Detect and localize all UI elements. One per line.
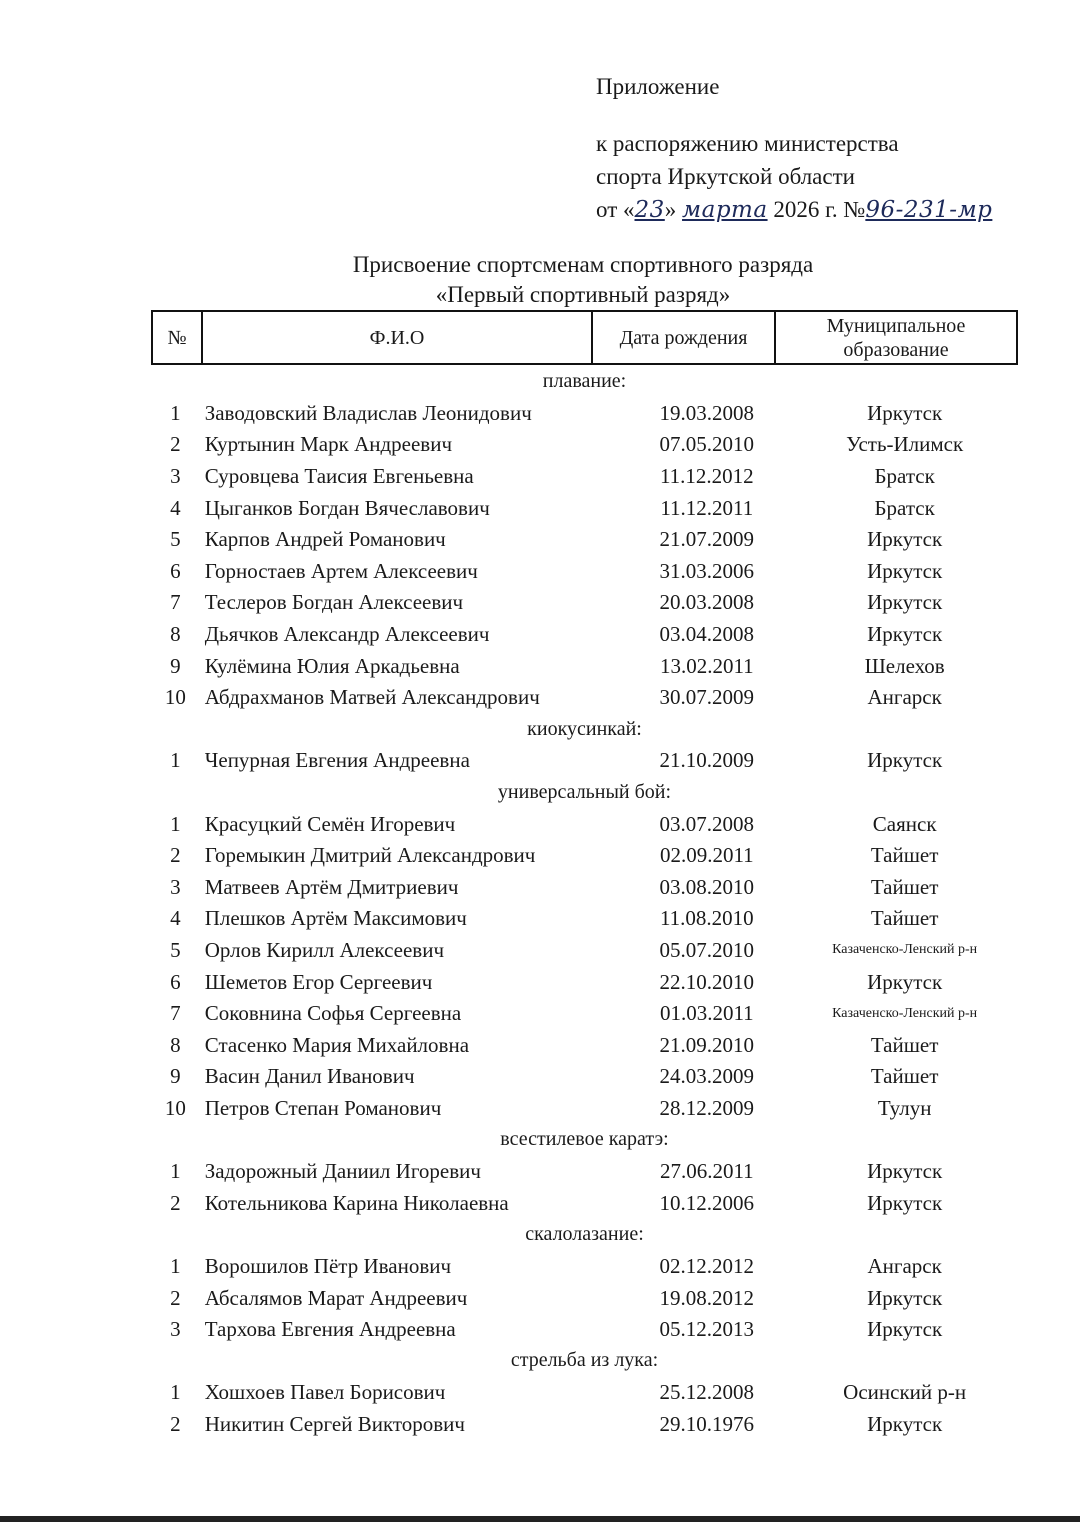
table-row [151, 1251, 1018, 1283]
row-number: 2 [170, 432, 181, 457]
sport-section-heading: всестилевое каратэ: [500, 1128, 669, 1151]
table-row [151, 492, 1018, 524]
athlete-name: Плешков Артём Максимович [204, 906, 467, 931]
birth-date: 11.12.2011 [660, 495, 754, 520]
municipality: Иркутск [867, 558, 943, 583]
athlete-name: Тархова Евгения Андреевна [204, 1317, 456, 1342]
header-municipality: Муниципальное образование [775, 311, 1017, 364]
sport-section-heading: плавание: [542, 370, 627, 392]
athlete-list [151, 366, 1018, 1440]
municipality: Тулун [877, 1095, 932, 1120]
table-row [151, 998, 1018, 1030]
row-number: 1 [170, 1253, 181, 1278]
birth-date: 02.12.2012 [659, 1253, 755, 1278]
birth-date: 28.12.2009 [659, 1095, 755, 1120]
athlete-name: Ворошилов Пётр Иванович [204, 1253, 452, 1278]
row-number: 1 [170, 748, 181, 773]
table-row [151, 966, 1018, 998]
table-header [151, 310, 1018, 365]
table-row [151, 429, 1018, 461]
municipality: Усть-Илимск [846, 432, 964, 457]
municipality: Саянск [872, 811, 937, 836]
handwritten-month: марта [682, 197, 768, 223]
table-row [151, 398, 1018, 430]
athlete-name: Задорожный Даниил Игоревич [204, 1159, 481, 1184]
municipality: Казаченско-Ленский р-н [832, 942, 978, 958]
table-row [151, 650, 1018, 682]
header-name: Ф.И.О [202, 311, 592, 364]
table-row [151, 1029, 1018, 1061]
row-number: 4 [170, 495, 181, 520]
birth-date: 19.08.2012 [659, 1285, 755, 1310]
athlete-name: Котельникова Карина Николаевна [204, 1190, 509, 1215]
table-row [151, 808, 1018, 840]
order-line-1: к распоряжению министерства [596, 131, 899, 156]
birth-date: 13.02.2011 [659, 653, 754, 678]
row-number: 1 [170, 811, 181, 836]
birth-date: 25.12.2008 [659, 1380, 755, 1405]
athlete-name: Красуцкий Семён Игоревич [204, 811, 456, 836]
table-row [151, 1314, 1018, 1346]
athlete-name: Орлов Кирилл Алексеевич [204, 937, 445, 962]
row-number: 6 [170, 558, 181, 583]
athlete-name: Васин Данил Иванович [204, 1064, 415, 1089]
sport-section-heading: универсальный бой: [497, 780, 672, 803]
athlete-name: Хошхоев Павел Борисович [204, 1380, 446, 1405]
athlete-name: Теслеров Богдан Алексеевич [204, 590, 464, 615]
municipality: Тайшет [870, 1064, 939, 1089]
row-number: 3 [170, 1317, 181, 1342]
row-number: 9 [170, 653, 181, 678]
municipality: Иркутск [867, 527, 943, 552]
table-row [151, 903, 1018, 935]
municipality: Тайшет [870, 906, 939, 931]
birth-date: 22.10.2010 [659, 969, 755, 994]
row-number: 3 [170, 464, 181, 489]
athlete-name: Суровцева Таисия Евгеньевна [204, 464, 474, 489]
row-number: 1 [170, 1380, 181, 1405]
birth-date: 21.07.2009 [659, 527, 755, 552]
handwritten-order-number: 96-231-мр [865, 197, 993, 223]
row-number: 8 [170, 1032, 181, 1057]
sport-section-heading: киокусинкай: [527, 717, 642, 740]
sport-section-heading: скалолазание: [525, 1223, 644, 1246]
row-number: 8 [170, 622, 181, 647]
table-row [151, 587, 1018, 619]
municipality: Иркутск [867, 1411, 943, 1436]
row-number: 2 [170, 843, 181, 868]
row-number: 1 [170, 1159, 181, 1184]
municipality: Иркутск [867, 1190, 943, 1215]
municipality: Иркутск [867, 748, 943, 773]
athlete-name: Чепурная Евгения Андреевна [204, 748, 470, 773]
table-row [151, 840, 1018, 872]
municipality: Иркутск [867, 969, 943, 994]
birth-date: 21.10.2009 [659, 748, 755, 773]
birth-date: 05.07.2010 [659, 937, 755, 962]
athlete-name: Абсалямов Марат Андреевич [204, 1285, 468, 1310]
athlete-name: Никитин Сергей Викторович [204, 1411, 465, 1436]
athlete-name: Цыганков Богдан Вячеславович [204, 495, 490, 520]
athlete-name: Стасенко Мария Михайловна [204, 1032, 470, 1057]
birth-date: 11.08.2010 [659, 906, 754, 931]
municipality: Братск [874, 495, 935, 520]
appendix-header [596, 70, 992, 227]
table-row [151, 1409, 1018, 1441]
municipality: Иркутск [867, 622, 943, 647]
row-number: 3 [170, 874, 181, 899]
table-row [151, 461, 1018, 493]
table-row [151, 1061, 1018, 1093]
birth-date: 03.07.2008 [659, 811, 755, 836]
municipality: Иркутск [867, 1159, 943, 1184]
header-birthdate: Дата рождения [592, 311, 775, 364]
row-number: 2 [170, 1285, 181, 1310]
athlete-name: Заводовский Владислав Леонидович [204, 400, 532, 425]
order-line-2: спорта Иркутской области [596, 164, 855, 189]
athlete-name: Петров Степан Романович [204, 1095, 442, 1120]
appendix-label: Приложение [596, 74, 720, 99]
table-row [151, 524, 1018, 556]
municipality: Шелехов [864, 653, 945, 678]
municipality: Тайшет [870, 1032, 939, 1057]
birth-date: 19.03.2008 [659, 400, 755, 425]
order-date-line: от «23» марта 2026 г. №96-231-мр [596, 197, 993, 223]
municipality: Тайшет [870, 874, 939, 899]
handwritten-day: 23 [634, 197, 665, 223]
row-number: 4 [170, 906, 181, 931]
athlete-name: Абдрахманов Матвей Александрович [204, 685, 540, 710]
birth-date: 21.09.2010 [659, 1032, 755, 1057]
birth-date: 03.08.2010 [659, 874, 755, 899]
birth-date: 02.09.2011 [659, 843, 754, 868]
row-number: 9 [170, 1064, 181, 1089]
birth-date: 31.03.2006 [659, 558, 755, 583]
row-number: 5 [170, 937, 181, 962]
birth-date: 30.07.2009 [659, 685, 755, 710]
table-row [151, 1282, 1018, 1314]
birth-date: 24.03.2009 [659, 1064, 755, 1089]
municipality: Ангарск [867, 685, 942, 710]
table-row [151, 1377, 1018, 1409]
header-number: № [152, 311, 202, 364]
athlete-name: Шеметов Егор Сергеевич [204, 969, 433, 994]
municipality: Иркутск [867, 590, 943, 615]
table-row [151, 619, 1018, 651]
row-number: 2 [170, 1190, 181, 1215]
birth-date: 07.05.2010 [659, 432, 755, 457]
table-row [151, 745, 1018, 777]
row-number: 7 [170, 1001, 181, 1026]
municipality: Ангарск [867, 1253, 942, 1278]
municipality: Иркутск [867, 400, 943, 425]
row-number: 7 [170, 590, 181, 615]
athlete-name: Дьячков Александр Алексеевич [204, 622, 490, 647]
table-row [151, 1187, 1018, 1219]
birth-date: 10.12.2006 [659, 1190, 755, 1215]
birth-date: 11.12.2012 [659, 464, 754, 489]
row-number: 2 [170, 1411, 181, 1436]
row-number: 10 [164, 685, 186, 710]
table-row [151, 556, 1018, 588]
municipality: Тайшет [870, 843, 939, 868]
table-row [151, 1156, 1018, 1188]
municipality: Казаченско-Ленский р-н [832, 1005, 978, 1021]
sport-section-heading: стрельба из лука: [510, 1349, 659, 1372]
municipality: Осинский р-н [843, 1380, 967, 1405]
row-number: 6 [170, 969, 181, 994]
athlete-name: Горемыкин Дмитрий Александрович [204, 843, 536, 868]
row-number: 10 [164, 1095, 186, 1120]
table-row [151, 872, 1018, 904]
athlete-name: Кулёмина Юлия Аркадьевна [204, 653, 460, 678]
athlete-name: Матвеев Артём Дмитриевич [204, 874, 459, 899]
row-number: 1 [170, 400, 181, 425]
birth-date: 05.12.2013 [659, 1317, 755, 1342]
municipality: Братск [874, 464, 935, 489]
birth-date: 01.03.2011 [659, 1001, 754, 1026]
scan-edge [0, 1516, 1080, 1522]
table-row [151, 935, 1018, 967]
birth-date: 29.10.1976 [659, 1411, 755, 1436]
municipality: Иркутск [867, 1285, 943, 1310]
birth-date: 27.06.2011 [659, 1159, 754, 1184]
document-title: Присвоение спортсменам спортивного разряда «Первый спортивный разряд» [352, 252, 814, 307]
birth-date: 03.04.2008 [659, 622, 755, 647]
athlete-name: Карпов Андрей Романович [204, 527, 446, 552]
table-row [151, 682, 1018, 714]
municipality: Иркутск [867, 1317, 943, 1342]
table-row [151, 1093, 1018, 1125]
athlete-name: Куртынин Марк Андреевич [204, 432, 453, 457]
birth-date: 20.03.2008 [659, 590, 755, 615]
athlete-name: Соковнина Софья Сергеевна [204, 1001, 462, 1026]
row-number: 5 [170, 527, 181, 552]
athlete-name: Горностаев Артем Алексеевич [204, 558, 478, 583]
